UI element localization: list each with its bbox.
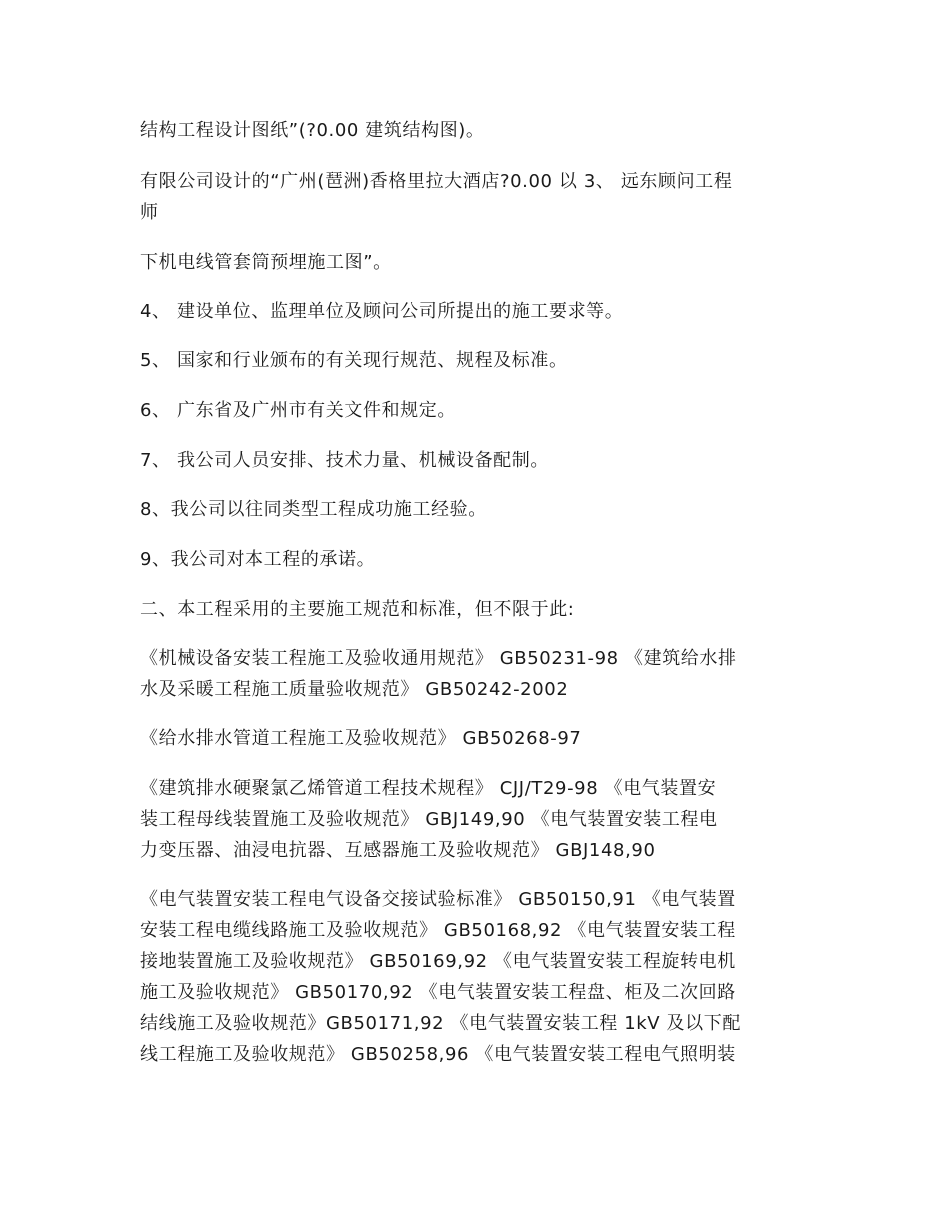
text-line: 施工及验收规范》 GB50170,92 《电气装置安装工程盘、柜及二次回路	[140, 982, 736, 1003]
text-line: 安装工程电缆线路施工及验收规范》 GB50168,92 《电气装置安装工程	[140, 920, 736, 941]
text-line: 下机电线管套筒预埋施工图”。	[140, 252, 392, 273]
text-line: 《电气装置安装工程电气设备交接试验标准》 GB50150,91 《电气装置	[140, 889, 736, 910]
text-line: 水及采暖工程施工质量验收规范》 GB50242-2002	[140, 679, 569, 700]
text-line: 结线施工及验收规范》GB50171,92 《电气装置安装工程 1kV 及以下配	[140, 1013, 741, 1034]
list-item: 8、我公司以往同类型工程成功施工经验。	[140, 499, 487, 520]
text-line: 师	[140, 202, 159, 223]
list-item: 4、 建设单位、监理单位及顾问公司所提出的施工要求等。	[140, 301, 624, 322]
list-item: 9、我公司对本工程的承诺。	[140, 549, 376, 570]
text-line: 《机械设备安装工程施工及验收通用规范》 GB50231-98 《建筑给水排	[140, 648, 737, 669]
text-line: 《建筑排水硬聚氯乙烯管道工程技术规程》 CJJ/T29-98 《电气装置安	[140, 778, 717, 799]
text-line: 有限公司设计的“广州(琶洲)香格里拉大酒店?0.00 以 3、 远东顾问工程	[140, 171, 733, 192]
list-item: 5、 国家和行业颁布的有关现行规范、规程及标准。	[140, 350, 568, 371]
section-heading: 二、本工程采用的主要施工规范和标准，但不限于此:	[140, 599, 575, 620]
text-line: 线工程施工及验收规范》 GB50258,96 《电气装置安装工程电气照明装	[140, 1044, 736, 1065]
list-item: 6、 广东省及广州市有关文件和规定。	[140, 400, 456, 421]
list-item: 7、 我公司人员安排、技术力量、机械设备配制。	[140, 450, 549, 471]
text-line: 力变压器、油浸电抗器、互感器施工及验收规范》 GBJ148,90	[140, 840, 656, 861]
text-line: 《给水排水管道工程施工及验收规范》 GB50268-97	[140, 728, 582, 749]
text-line: 装工程母线装置施工及验收规范》 GBJ149,90 《电气装置安装工程电	[140, 809, 718, 830]
text-line: 接地装置施工及验收规范》 GB50169,92 《电气装置安装工程旋转电机	[140, 951, 736, 972]
text-line: 结构工程设计图纸”(?0.00 建筑结构图)。	[140, 120, 485, 141]
